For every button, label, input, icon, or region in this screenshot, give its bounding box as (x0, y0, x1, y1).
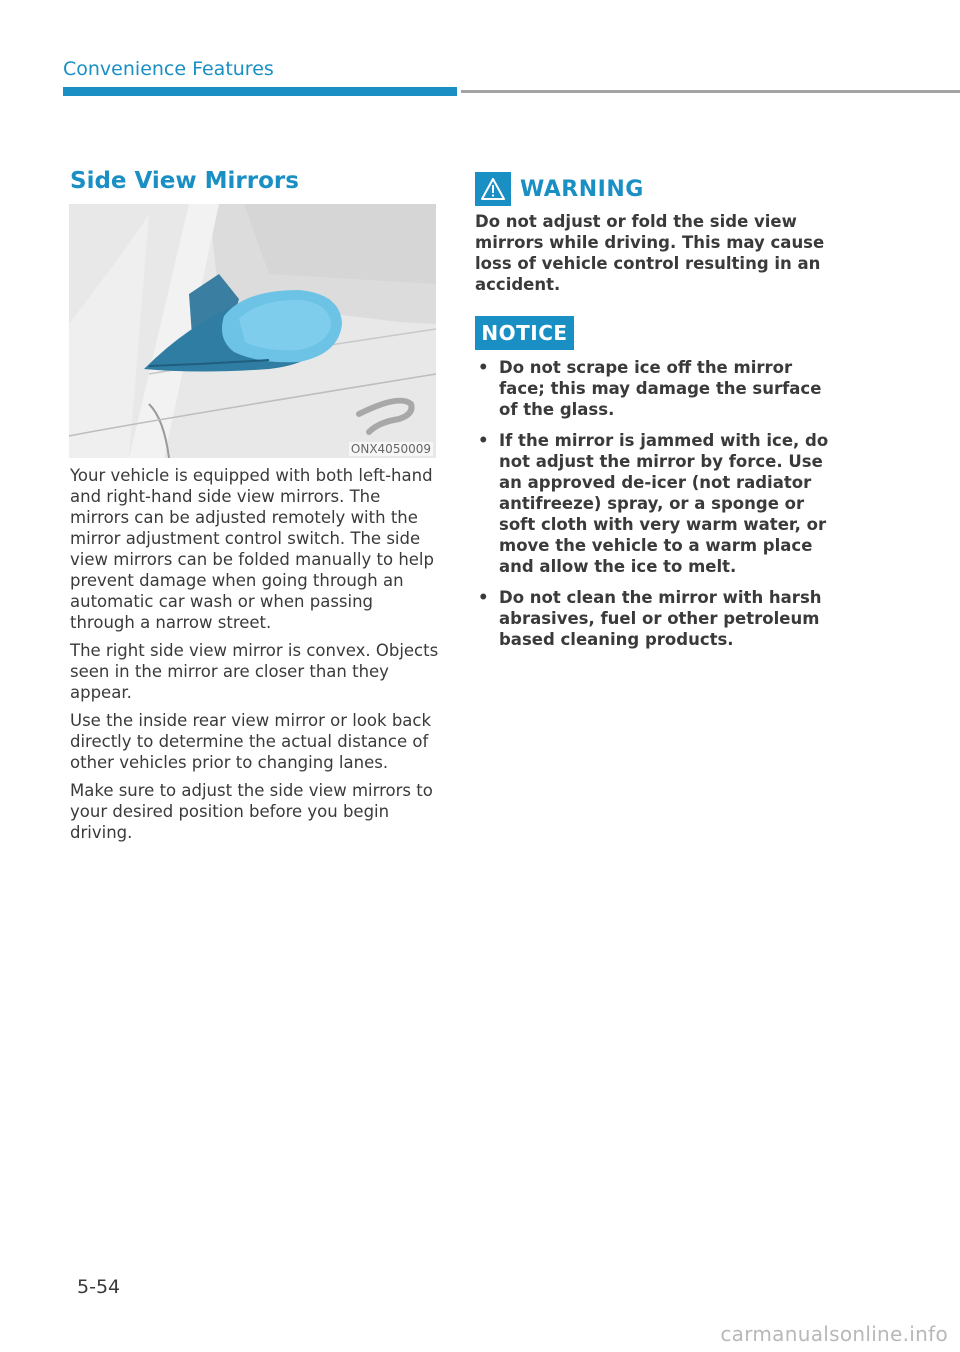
list-item (475, 430, 840, 577)
notice-item-text: Do not clean the mirror with harsh abrasives, fuel or other petroleum based cleaning products. (499, 588, 822, 649)
watermark: carmanualsonline.info (720, 1322, 948, 1346)
warning-triangle-icon (475, 172, 511, 206)
bullet: • (478, 588, 489, 607)
paragraph: The right side view mirror is convex. Objects seen in the mirror are closer than they appear. (70, 641, 439, 702)
list-item (475, 587, 840, 650)
side-mirror-illustration (69, 204, 436, 458)
warning-text: Do not adjust or fold the side view mirrors while driving. This may cause loss of vehicle control resulting in an accident. (475, 212, 825, 294)
header-rule-accent (63, 87, 457, 96)
paragraph: Use the inside rear view mirror or look back directly to determine the actual distance of other vehicles prior to changing lanes. (70, 711, 432, 772)
notice-item-text: Do not scrape ice off the mirror face; this may damage the surface of the glass. (499, 358, 822, 419)
body-text (70, 465, 440, 850)
warning-header (475, 172, 644, 206)
figure-code: ONX4050009 (350, 442, 431, 456)
paragraph: Make sure to adjust the side view mirrors to your desired position before you begin driving. (70, 781, 433, 842)
warning-label: WARNING (520, 176, 644, 202)
bullet: • (478, 431, 489, 450)
notice-list (475, 357, 840, 660)
page-number: 5-54 (77, 1276, 121, 1298)
header-rule-gray (461, 90, 960, 93)
list-item (475, 357, 840, 420)
paragraph: Your vehicle is equipped with both left-hand and right-hand side view mirrors. The mirrors can be adjusted remotely with the mirror adjustment control switch. The side view mirrors can be folded manually to help prevent damage when going through an automatic car wash or when passing through a narrow street. (70, 466, 434, 632)
header-section-title: Convenience Features (63, 58, 274, 80)
notice-badge: NOTICE (475, 316, 574, 350)
side-mirror-drawing (69, 204, 436, 458)
notice-item-text: If the mirror is jammed with ice, do not adjust the mirror by force. Use an approved de-icer (not radiator antifreeze) spray, or a sponge or soft cloth with very warm water, or move the vehicle to a warm place and allow the ice to melt. (499, 431, 829, 576)
section-heading: Side View Mirrors (70, 168, 299, 194)
bullet: • (478, 358, 489, 377)
